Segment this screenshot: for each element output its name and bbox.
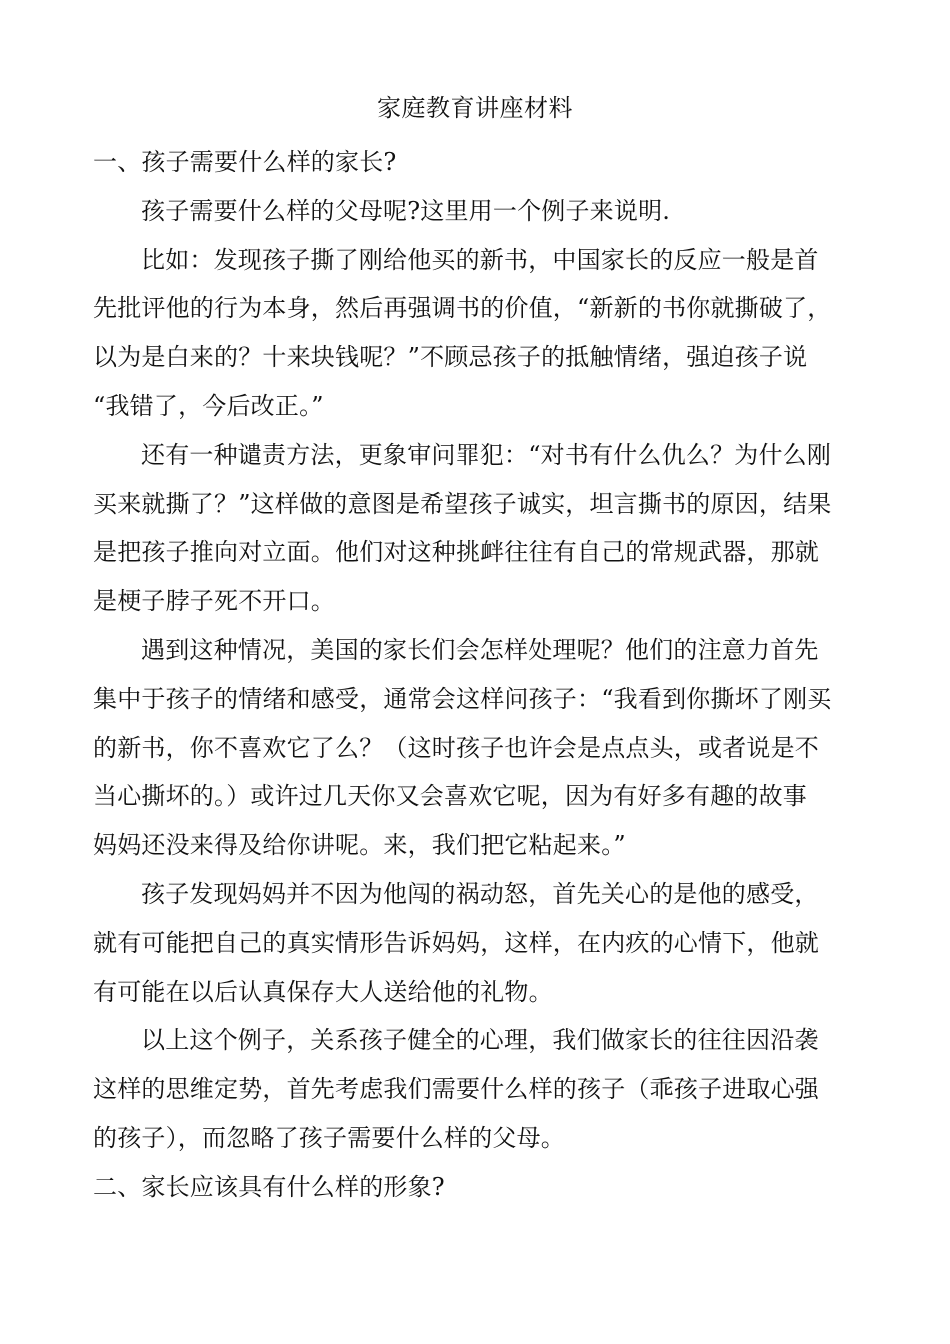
section-1-heading: 一、孩子需要什么样的家长? [93, 148, 397, 176]
paragraph-line: 是把孩子推向对立面。他们对这种挑衅往往有自己的常规武器，那就 [93, 538, 819, 567]
paragraph-line: “我错了，今后改正。” [93, 391, 324, 420]
paragraph-american-parents-example [93, 626, 863, 870]
section-2-heading: 二、家长应该具有什么样的形象? [93, 1172, 445, 1201]
paragraph-child-response [93, 870, 863, 1016]
paragraph-interrogation-method [93, 431, 863, 626]
document-body [93, 138, 863, 1212]
paragraph-chinese-parents-example [93, 236, 863, 431]
paragraph-line: 孩子发现妈妈并不因为他闯的祸动怒，首先关心的是他的感受， [141, 879, 819, 908]
paragraph-line: 是梗子脖子死不开口。 [93, 587, 335, 616]
paragraph-conclusion [93, 1016, 863, 1162]
paragraph-line: 以上这个例子，关系孩子健全的心理，我们做家长的往往因沿袭 [141, 1026, 819, 1055]
paragraph-line: 先批评他的行为本身，然后再强调书的价值，“新新的书你就撕破了， [93, 294, 832, 323]
paragraph-line: 当心撕坏的。）或许过几天你又会喜欢它呢，因为有好多有趣的故事 [93, 782, 807, 811]
paragraph-line: 就有可能把自己的真实情形告诉妈妈，这样，在内疚的心情下，他就 [93, 928, 819, 957]
paragraph-line: 比如：发现孩子撕了刚给他买的新书，中国家长的反应一般是首 [141, 245, 819, 274]
paragraph-line: 集中于孩子的情绪和感受，通常会这样问孩子：“我看到你撕坏了刚买 [93, 684, 832, 713]
paragraph-line: 孩子需要什么样的父母呢?这里用一个例子来说明. [141, 196, 671, 225]
paragraph-line: 有可能在以后认真保存大人送给他的礼物。 [93, 977, 553, 1006]
paragraph-line: 还有一种谴责方法，更象审问罪犯：“对书有什么仇么？为什么刚 [141, 440, 832, 469]
paragraph-line: 妈妈还没来得及给你讲呢。来，我们把它粘起来。” [93, 831, 626, 860]
paragraph-line: 遇到这种情况，美国的家长们会怎样处理呢？他们的注意力首先 [141, 635, 819, 664]
paragraph-line: 这样的思维定势，首先考虑我们需要什么样的孩子（乖孩子进取心强 [93, 1075, 819, 1104]
paragraph-line: 的孩子），而忽略了孩子需要什么样的父母。 [93, 1123, 565, 1152]
paragraph-line: 的新书，你不喜欢它了么？（这时孩子也许会是点点头，或者说是不 [93, 733, 819, 762]
document-title: 家庭教育讲座材料 [377, 94, 573, 122]
paragraph-intro [93, 187, 863, 236]
paragraph-line: 以为是白来的？十来块钱呢？”不顾忌孩子的抵触情绪，强迫孩子说 [93, 343, 808, 372]
paragraph-line: 买来就撕了？”这样做的意图是希望孩子诚实，坦言撕书的原因，结果 [93, 489, 832, 518]
